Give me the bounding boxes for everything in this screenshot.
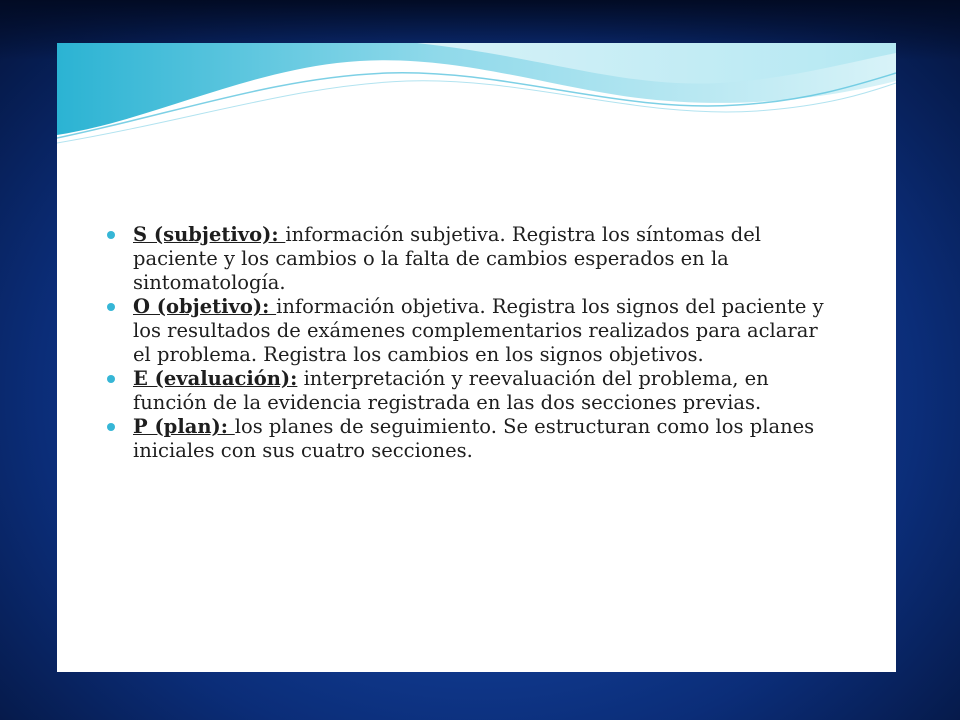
bullet-text: los planes de seguimiento. Se estructuran como los planes iniciales con sus cuatro secciones. (133, 415, 815, 462)
bullet-term: S (subjetivo): (133, 223, 286, 246)
bullet-text: información objetiva. Registra los signos del paciente y los resultados de exámenes complementarios realizados para aclarar el problema. Registra los cambios en los signos objetivos. (133, 295, 824, 366)
bullet-dot (107, 423, 115, 431)
bullet-dot (107, 231, 115, 239)
bullet-dot (107, 375, 115, 383)
bullet-term: P (plan): (133, 415, 235, 438)
bullet-text: información subjetiva. Registra los síntomas del paciente y los cambios o la falta de cambios esperados en la sintomatología. (133, 223, 761, 294)
bullet-item-evaluacion (105, 367, 835, 415)
bullet-item-plan (105, 415, 835, 463)
bullet-list (105, 223, 835, 463)
wave-header-decoration (57, 43, 896, 153)
bullet-term: O (objetivo): (133, 295, 277, 318)
bullet-term: E (evaluación): (133, 367, 298, 390)
slide-panel (57, 43, 896, 672)
bullet-item-subjetivo (105, 223, 835, 295)
bullet-dot (107, 303, 115, 311)
bullet-text: interpretación y reevaluación del problema, en función de la evidencia registrada en las dos secciones previas. (133, 367, 769, 414)
bullet-item-objetivo (105, 295, 835, 367)
